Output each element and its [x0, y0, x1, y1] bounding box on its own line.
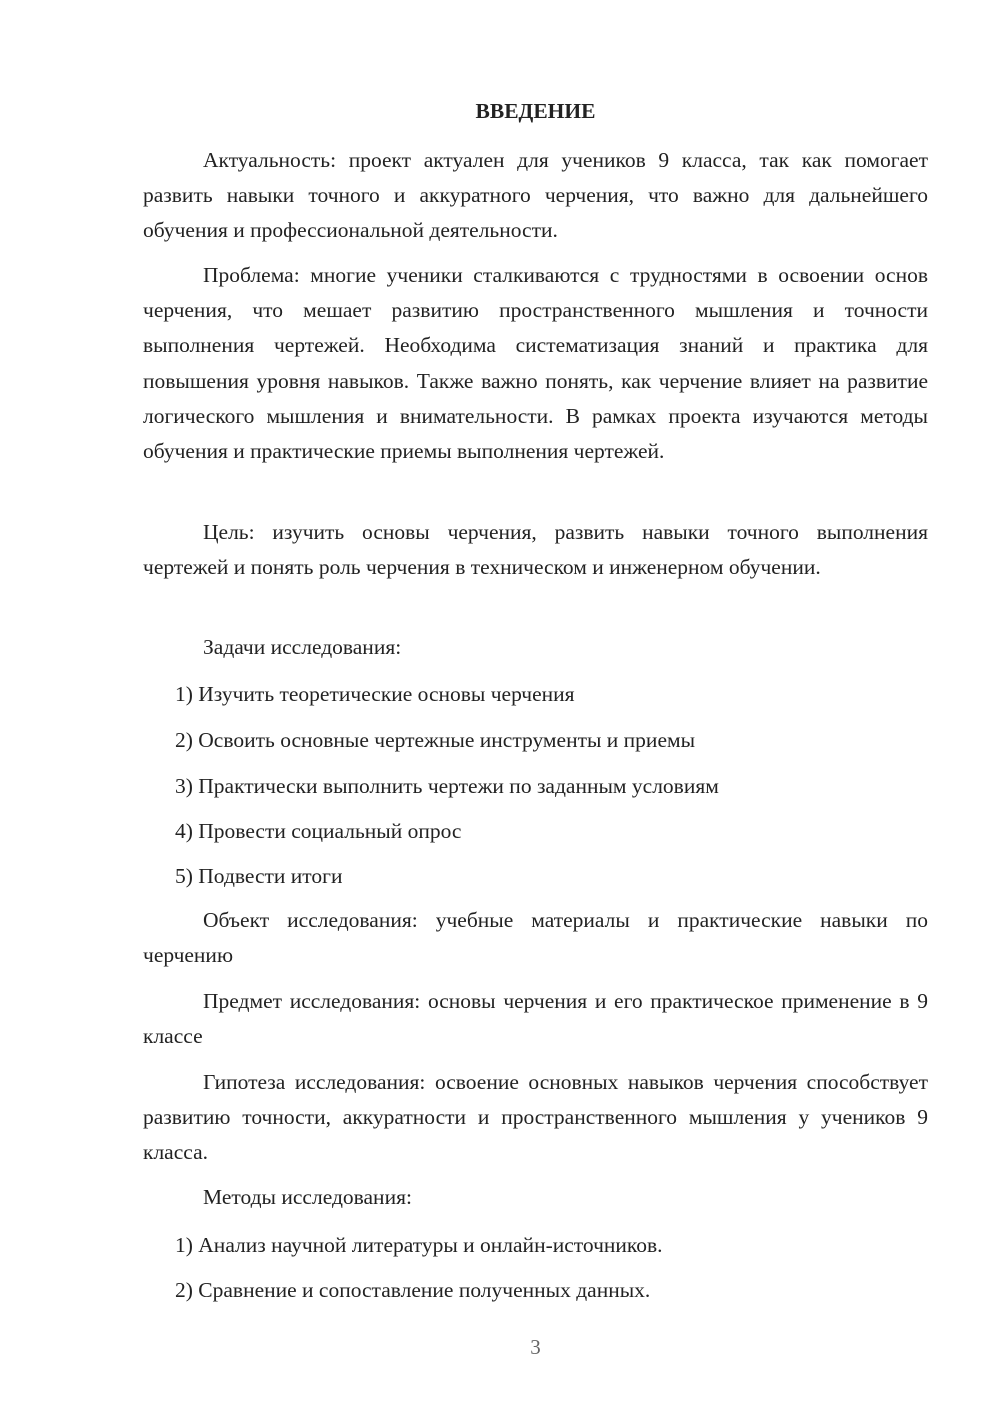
task-item: 5) Подвести итоги — [175, 864, 343, 888]
relevance-paragraph: Актуальность: проект актуален для учеников 9 класса, так как помогает развить навыки точного и аккуратного черчения, что важно для дальнейшего обучения и профессиональной деятельности. — [143, 148, 928, 243]
problem-paragraph: Проблема: многие ученики сталкиваются с трудностями в освоении основ черчения, что мешает развитию пространственного мышления и точности выполнения чертежей. Необходима систематизация знаний и практика для повышения уровня навыков. Также важно понять, как черчение влияет на развитие логического мышления и внимательности. В рамках проекта изучаются методы обучения и практические приемы выполнения чертежей. — [143, 263, 928, 464]
page-title: ВВЕДЕНИЕ — [475, 99, 596, 123]
method-item: 2) Сравнение и сопоставление полученных данных. — [175, 1278, 651, 1302]
task-item: 2) Освоить основные чертежные инструменты и приемы — [175, 728, 696, 752]
task-item: 3) Практически выполнить чертежи по заданным условиям — [175, 774, 719, 798]
task-item: 1) Изучить теоретические основы черчения — [175, 682, 575, 706]
object-paragraph: Объект исследования: учебные материалы и практические навыки по черчению — [143, 908, 928, 968]
document-page — [143, 0, 928, 1414]
tasks-heading: Задачи исследования: — [203, 635, 402, 659]
goal-paragraph: Цель: изучить основы черчения, развить навыки точного выполнения чертежей и понять роль черчения в техническом и инженерном обучении. — [143, 520, 928, 580]
task-item: 4) Провести социальный опрос — [175, 819, 462, 843]
subject-paragraph: Предмет исследования: основы черчения и его практическое применение в 9 классе — [143, 989, 928, 1049]
method-item: 1) Анализ научной литературы и онлайн-источников. — [175, 1233, 663, 1257]
methods-heading: Методы исследования: — [203, 1185, 412, 1209]
hypothesis-paragraph: Гипотеза исследования: освоение основных навыков черчения способствует развитию точности, аккуратности и пространственного мышления у учеников 9 класса. — [143, 1070, 928, 1165]
page-number: 3 — [530, 1335, 541, 1359]
